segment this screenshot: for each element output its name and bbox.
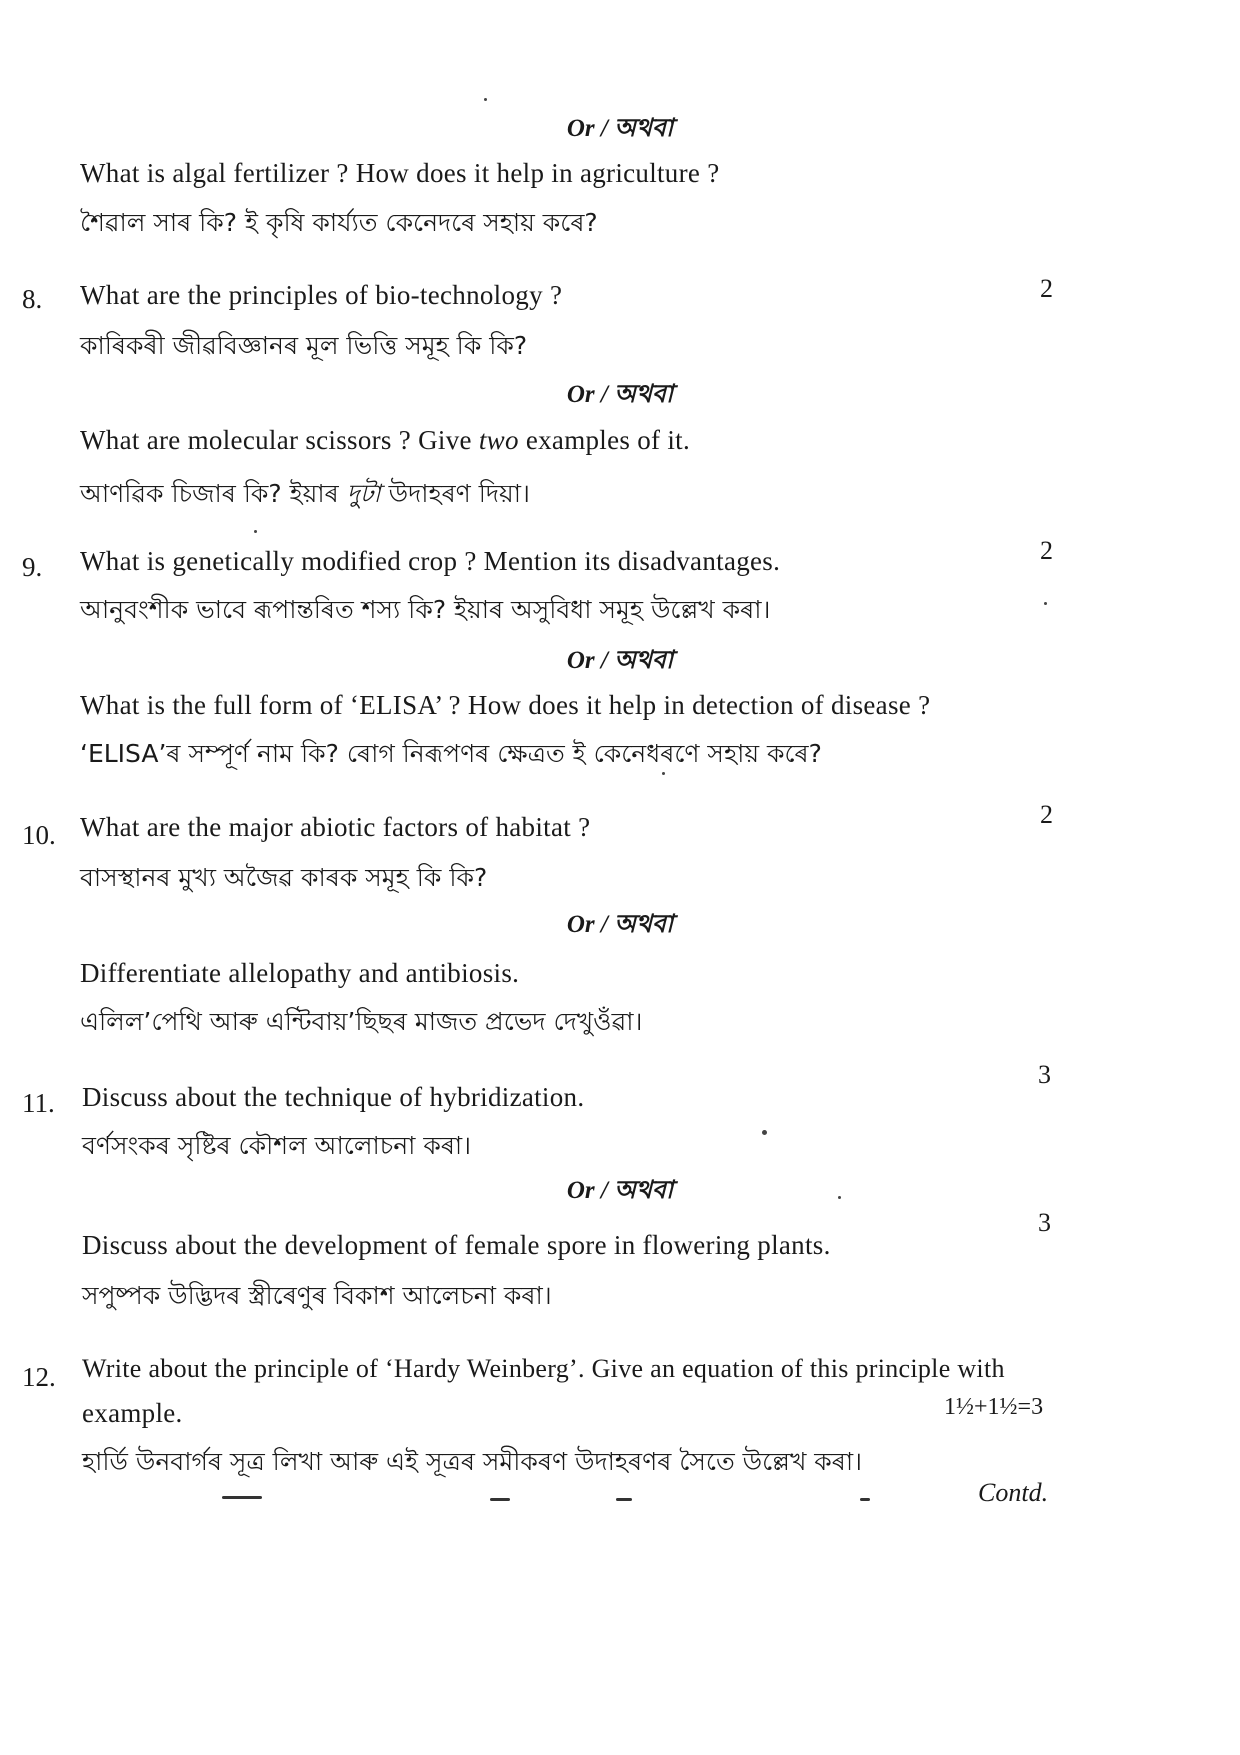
or-separator: Or / অথবা xyxy=(566,647,674,674)
question-number: 9. xyxy=(22,552,43,582)
q10-alt-assamese: এলিল’পেথি আৰু এন্টিবায়’ছিছৰ মাজত প্ৰভেদ দেখুওঁৱা। xyxy=(80,1007,643,1036)
q12-english-line2: example. xyxy=(82,1398,183,1428)
scan-speck xyxy=(662,772,665,775)
q8-alt-assamese xyxy=(80,474,530,517)
q9-alt-assamese: ‘ELISA’ৰ সম্পূৰ্ণ নাম কি? ৰোগ নিৰূপণৰ ক্ষেত্ৰত ই কেনেধৰণে সহায় কৰে? xyxy=(80,739,822,768)
q11-alt-english: Discuss about the development of female spore in flowering plants. xyxy=(82,1230,831,1260)
question-number: 11. xyxy=(22,1088,55,1118)
q12-english-line1: Write about the principle of ‘Hardy Weinberg’. Give an equation of this principle with xyxy=(82,1354,1005,1383)
text-run: আণৱিক চিজাৰ কি? ইয়াৰ xyxy=(80,479,347,508)
q11-assamese: বৰ্ণসংকৰ সৃষ্টিৰ কৌশল আলোচনা কৰা। xyxy=(82,1131,472,1160)
scan-speck xyxy=(838,1196,841,1199)
scan-mark xyxy=(860,1498,870,1501)
q12-assamese: হাৰ্ডি উনবাৰ্গৰ সূত্ৰ লিখা আৰু এই সূত্ৰৰ সমীকৰণ উদাহৰণৰ সৈতে উল্লেখ কৰা। xyxy=(82,1447,863,1476)
q10-assamese: বাসস্থানৰ মুখ্য অজৈৱ কাৰক সমূহ কি কি? xyxy=(80,863,488,892)
question-number: 8. xyxy=(22,284,43,314)
text-run: উদাহৰণ দিয়া। xyxy=(380,479,530,508)
q10-alt-english: Differentiate allelopathy and antibiosis. xyxy=(80,958,520,988)
q9-assamese: আনুবংশীক ভাবে ৰূপান্তৰিত শস্য কি? ইয়াৰ অসুবিধা সমূহ উল্লেখ কৰা। xyxy=(80,595,771,624)
scan-mark xyxy=(616,1498,632,1501)
continued-label: Contd. xyxy=(978,1478,1049,1507)
or-separator: Or / অথবা xyxy=(566,911,674,938)
scan-mark xyxy=(222,1496,262,1499)
scan-mark xyxy=(490,1498,510,1501)
scan-speck xyxy=(1044,602,1047,605)
or-separator: Or / অথবা xyxy=(566,381,674,408)
question-marks: 2 xyxy=(1040,536,1053,565)
question-marks: 3 xyxy=(1038,1060,1051,1089)
q8-alt-english xyxy=(80,425,690,456)
q9-alt-english: What is the full form of ‘ELISA’ ? How does it help in detection of disease ? xyxy=(80,690,931,720)
q8-assamese: কাৰিকৰী জীৱবিজ্ঞানৰ মূল ভিত্তি সমূহ কি কি? xyxy=(80,331,528,360)
text-run: examples of it. xyxy=(518,425,691,455)
q9-english: What is genetically modified crop ? Mention its disadvantages. xyxy=(80,546,781,576)
emphasis-text: দুটা xyxy=(346,479,381,508)
question-marks: 1½+1½=3 xyxy=(944,1394,1044,1420)
question-number: 10. xyxy=(22,820,56,850)
q7-alt-assamese: শৈৱাল সাৰ কি? ই কৃষি কাৰ্য্যত কেনেদৰে সহায় কৰে? xyxy=(80,208,598,237)
q7-alt-english: What is algal fertilizer ? How does it help in agriculture ? xyxy=(80,158,720,188)
question-number: 12. xyxy=(22,1362,56,1392)
question-marks: 2 xyxy=(1040,274,1053,303)
text-run: What are molecular scissors ? Give xyxy=(80,425,479,455)
scan-speck xyxy=(484,98,487,101)
question-marks: 3 xyxy=(1038,1208,1051,1237)
q8-english: What are the principles of bio-technology ? xyxy=(80,280,563,310)
q11-english: Discuss about the technique of hybridization. xyxy=(82,1082,585,1112)
question-marks: 2 xyxy=(1040,800,1053,829)
q11-alt-assamese: সপুষ্পক উদ্ভিদৰ স্ত্ৰীৰেণুৰ বিকাশ আলেচনা কৰা। xyxy=(82,1281,552,1310)
or-separator: Or / অথবা xyxy=(566,1177,674,1204)
scan-speck xyxy=(762,1130,767,1135)
or-separator: Or / অথবা xyxy=(566,115,674,142)
q10-english: What are the major abiotic factors of habitat ? xyxy=(80,812,591,842)
scan-speck xyxy=(254,530,257,533)
emphasis-text: two xyxy=(478,425,519,455)
